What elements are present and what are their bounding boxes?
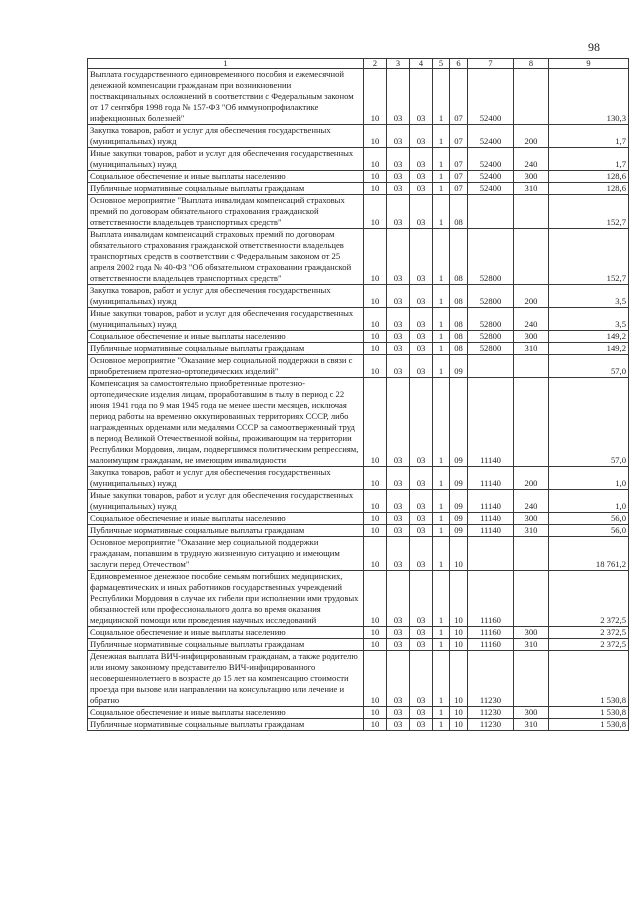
code-col-3: 03	[387, 308, 410, 331]
code-col-4: 03	[410, 308, 433, 331]
amount: 56,0	[549, 513, 629, 525]
row-name: Публичные нормативные социальные выплаты гражданам	[88, 719, 364, 731]
code-col-8: 300	[514, 331, 549, 343]
row-name: Публичные нормативные социальные выплаты гражданам	[88, 183, 364, 195]
code-col-6: 07	[450, 69, 468, 125]
code-col-4: 03	[410, 639, 433, 651]
code-col-6: 08	[450, 343, 468, 355]
code-col-8: 240	[514, 308, 549, 331]
code-col-6: 08	[450, 308, 468, 331]
code-col-6: 10	[450, 639, 468, 651]
amount: 2 372,5	[549, 571, 629, 627]
code-col-4: 03	[410, 69, 433, 125]
amount: 128,6	[549, 183, 629, 195]
code-col-8	[514, 69, 549, 125]
page-number: 98	[588, 40, 600, 54]
code-col-5: 1	[433, 707, 450, 719]
row-name: Основное мероприятие "Выплата инвалидам компенсаций страховых премий по договорам обязательного страхования гражданской ответственности владельцев транспортных средств"	[88, 195, 364, 229]
code-col-3: 03	[387, 285, 410, 308]
code-col-3: 03	[387, 467, 410, 490]
row-name: Основное мероприятие "Оказание мер социальной поддержки в связи с приобретением протезно-ортопедических изделий"	[88, 355, 364, 378]
table-row	[88, 639, 629, 651]
code-col-2: 10	[364, 148, 387, 171]
table-row	[88, 490, 629, 513]
code-col-5: 1	[433, 719, 450, 731]
code-col-3: 03	[387, 229, 410, 285]
amount: 1,7	[549, 148, 629, 171]
code-col-2: 10	[364, 707, 387, 719]
code-col-8: 240	[514, 490, 549, 513]
code-col-6: 10	[450, 651, 468, 707]
row-name: Иные закупки товаров, работ и услуг для обеспечения государственных (муниципальных) нужд	[88, 308, 364, 331]
code-col-5: 1	[433, 467, 450, 490]
code-col-8	[514, 355, 549, 378]
table-row	[88, 331, 629, 343]
column-header-9: 9	[549, 59, 629, 69]
amount: 2 372,5	[549, 639, 629, 651]
amount: 57,0	[549, 355, 629, 378]
table-row	[88, 125, 629, 148]
table-row	[88, 343, 629, 355]
code-col-2: 10	[364, 125, 387, 148]
table-row	[88, 378, 629, 467]
code-col-7: 52400	[468, 69, 514, 125]
code-col-4: 03	[410, 513, 433, 525]
code-col-8: 200	[514, 285, 549, 308]
row-name: Закупка товаров, работ и услуг для обеспечения государственных (муниципальных) нужд	[88, 467, 364, 490]
table-row	[88, 571, 629, 627]
code-col-3: 03	[387, 537, 410, 571]
code-col-7	[468, 355, 514, 378]
table-row	[88, 183, 629, 195]
code-col-8: 310	[514, 343, 549, 355]
code-col-5: 1	[433, 525, 450, 537]
row-name: Закупка товаров, работ и услуг для обеспечения государственных (муниципальных) нужд	[88, 125, 364, 148]
code-col-3: 03	[387, 195, 410, 229]
code-col-4: 03	[410, 707, 433, 719]
code-col-4: 03	[410, 467, 433, 490]
code-col-2: 10	[364, 490, 387, 513]
row-name: Социальное обеспечение и иные выплаты населению	[88, 707, 364, 719]
code-col-5: 1	[433, 651, 450, 707]
code-col-8: 240	[514, 148, 549, 171]
code-col-7: 11160	[468, 639, 514, 651]
code-col-5: 1	[433, 148, 450, 171]
column-header-5: 5	[433, 59, 450, 69]
code-col-3: 03	[387, 513, 410, 525]
code-col-7	[468, 537, 514, 571]
table-row	[88, 719, 629, 731]
code-col-3: 03	[387, 490, 410, 513]
code-col-5: 1	[433, 378, 450, 467]
code-col-2: 10	[364, 183, 387, 195]
code-col-3: 03	[387, 343, 410, 355]
row-name: Денежная выплата ВИЧ-инфицированным гражданам, а также родителю или иному законному представителю ВИЧ-инфицированного несовершеннолетнего в возрасте до 15 лет на компенсацию стоимости проезда при вызове или направлении на консультацию или лечение и обратно	[88, 651, 364, 707]
row-name: Социальное обеспечение и иные выплаты населению	[88, 171, 364, 183]
table-row	[88, 69, 629, 125]
code-col-5: 1	[433, 69, 450, 125]
code-col-8	[514, 195, 549, 229]
code-col-7: 52800	[468, 308, 514, 331]
code-col-2: 10	[364, 229, 387, 285]
amount: 3,5	[549, 308, 629, 331]
code-col-4: 03	[410, 148, 433, 171]
code-col-6: 08	[450, 285, 468, 308]
code-col-6: 09	[450, 467, 468, 490]
header-row	[88, 59, 629, 69]
amount: 56,0	[549, 525, 629, 537]
amount: 130,3	[549, 69, 629, 125]
code-col-7: 11140	[468, 490, 514, 513]
code-col-5: 1	[433, 183, 450, 195]
amount: 3,5	[549, 285, 629, 308]
code-col-4: 03	[410, 285, 433, 308]
code-col-2: 10	[364, 171, 387, 183]
code-col-8: 300	[514, 707, 549, 719]
code-col-4: 03	[410, 183, 433, 195]
code-col-2: 10	[364, 195, 387, 229]
column-header-4: 4	[410, 59, 433, 69]
amount: 149,2	[549, 343, 629, 355]
code-col-2: 10	[364, 331, 387, 343]
code-col-6: 09	[450, 490, 468, 513]
code-col-7: 52400	[468, 148, 514, 171]
code-col-7: 11160	[468, 571, 514, 627]
code-col-7: 11140	[468, 467, 514, 490]
code-col-6: 09	[450, 355, 468, 378]
code-col-5: 1	[433, 229, 450, 285]
code-col-5: 1	[433, 343, 450, 355]
code-col-4: 03	[410, 125, 433, 148]
code-col-4: 03	[410, 378, 433, 467]
code-col-3: 03	[387, 148, 410, 171]
code-col-5: 1	[433, 571, 450, 627]
code-col-8: 310	[514, 639, 549, 651]
code-col-2: 10	[364, 571, 387, 627]
code-col-4: 03	[410, 171, 433, 183]
code-col-8: 310	[514, 525, 549, 537]
row-name: Социальное обеспечение и иные выплаты населению	[88, 513, 364, 525]
code-col-7: 52800	[468, 343, 514, 355]
code-col-5: 1	[433, 355, 450, 378]
table-row	[88, 285, 629, 308]
code-col-3: 03	[387, 125, 410, 148]
code-col-8: 300	[514, 513, 549, 525]
code-col-6: 08	[450, 331, 468, 343]
code-col-8: 310	[514, 183, 549, 195]
code-col-3: 03	[387, 571, 410, 627]
code-col-6: 10	[450, 571, 468, 627]
code-col-2: 10	[364, 69, 387, 125]
table-row	[88, 355, 629, 378]
amount: 57,0	[549, 378, 629, 467]
code-col-7	[468, 195, 514, 229]
row-name: Основное мероприятие "Оказание мер социальной поддержки гражданам, попавшим в трудную жизненную ситуацию и имеющим заслуги перед Отечеством"	[88, 537, 364, 571]
budget-table	[87, 58, 629, 731]
table-row	[88, 195, 629, 229]
code-col-5: 1	[433, 195, 450, 229]
code-col-2: 10	[364, 467, 387, 490]
code-col-7: 52800	[468, 229, 514, 285]
code-col-7: 52800	[468, 285, 514, 308]
row-name: Публичные нормативные социальные выплаты гражданам	[88, 525, 364, 537]
code-col-8	[514, 571, 549, 627]
code-col-2: 10	[364, 651, 387, 707]
table-row	[88, 171, 629, 183]
code-col-8: 200	[514, 125, 549, 148]
code-col-6: 09	[450, 525, 468, 537]
code-col-5: 1	[433, 513, 450, 525]
amount: 149,2	[549, 331, 629, 343]
table-row	[88, 707, 629, 719]
code-col-6: 10	[450, 707, 468, 719]
table-row	[88, 148, 629, 171]
code-col-8: 200	[514, 467, 549, 490]
code-col-5: 1	[433, 537, 450, 571]
code-col-3: 03	[387, 719, 410, 731]
code-col-5: 1	[433, 285, 450, 308]
amount: 128,6	[549, 171, 629, 183]
code-col-3: 03	[387, 707, 410, 719]
row-name: Социальное обеспечение и иные выплаты населению	[88, 627, 364, 639]
code-col-4: 03	[410, 490, 433, 513]
amount: 1 530,8	[549, 651, 629, 707]
amount: 1 530,8	[549, 719, 629, 731]
code-col-2: 10	[364, 639, 387, 651]
amount: 1,0	[549, 490, 629, 513]
code-col-4: 03	[410, 229, 433, 285]
code-col-3: 03	[387, 525, 410, 537]
row-name: Единовременное денежное пособие семьям погибших медицинских, фармацевтических и иных работников государственных учреждений Республики Мордовия в случае их гибели при исполнении ими трудовых обязанностей или профессионального долга во время оказания медицинской помощи или проведения научных исследований	[88, 571, 364, 627]
code-col-4: 03	[410, 195, 433, 229]
code-col-6: 07	[450, 171, 468, 183]
code-col-4: 03	[410, 571, 433, 627]
code-col-8: 300	[514, 627, 549, 639]
code-col-3: 03	[387, 639, 410, 651]
amount: 2 372,5	[549, 627, 629, 639]
table-row	[88, 537, 629, 571]
code-col-3: 03	[387, 331, 410, 343]
code-col-4: 03	[410, 651, 433, 707]
row-name: Иные закупки товаров, работ и услуг для обеспечения государственных (муниципальных) нужд	[88, 490, 364, 513]
code-col-6: 07	[450, 148, 468, 171]
column-header-7: 7	[468, 59, 514, 69]
code-col-3: 03	[387, 69, 410, 125]
row-name: Социальное обеспечение и иные выплаты населению	[88, 331, 364, 343]
code-col-8	[514, 651, 549, 707]
code-col-8: 310	[514, 719, 549, 731]
column-header-6: 6	[450, 59, 468, 69]
code-col-2: 10	[364, 627, 387, 639]
code-col-3: 03	[387, 378, 410, 467]
code-col-4: 03	[410, 719, 433, 731]
code-col-3: 03	[387, 355, 410, 378]
row-name: Выплата государственного единовременного пособия и ежемесячной денежной компенсации гражданам при возникновении поствакцинальных осложнений в соответствии с Федеральным законом от 17 сентября 1998 года № 157-ФЗ "Об иммунопрофилактике инфекционных болезней"	[88, 69, 364, 125]
code-col-4: 03	[410, 331, 433, 343]
code-col-6: 07	[450, 125, 468, 148]
code-col-2: 10	[364, 537, 387, 571]
amount: 1,7	[549, 125, 629, 148]
code-col-4: 03	[410, 627, 433, 639]
code-col-2: 10	[364, 525, 387, 537]
code-col-2: 10	[364, 719, 387, 731]
code-col-5: 1	[433, 125, 450, 148]
code-col-7: 11140	[468, 525, 514, 537]
code-col-3: 03	[387, 627, 410, 639]
code-col-6: 10	[450, 537, 468, 571]
code-col-4: 03	[410, 537, 433, 571]
code-col-8	[514, 537, 549, 571]
column-header-3: 3	[387, 59, 410, 69]
code-col-8: 300	[514, 171, 549, 183]
code-col-7: 11230	[468, 651, 514, 707]
amount: 152,7	[549, 195, 629, 229]
row-name: Выплата инвалидам компенсаций страховых премий по договорам обязательного страхования гражданской ответственности владельцев транспортных средств в соответствии с Федеральным законом от 25 апреля 2002 года № 40-ФЗ "Об обязательном страховании гражданской ответственности владельцев транспортных средств"	[88, 229, 364, 285]
table-row	[88, 467, 629, 490]
code-col-6: 09	[450, 378, 468, 467]
code-col-5: 1	[433, 331, 450, 343]
amount: 152,7	[549, 229, 629, 285]
code-col-3: 03	[387, 171, 410, 183]
code-col-5: 1	[433, 639, 450, 651]
code-col-7: 52800	[468, 331, 514, 343]
amount: 18 761,2	[549, 537, 629, 571]
code-col-4: 03	[410, 343, 433, 355]
code-col-7: 11160	[468, 627, 514, 639]
code-col-3: 03	[387, 651, 410, 707]
code-col-6: 10	[450, 719, 468, 731]
code-col-6: 08	[450, 195, 468, 229]
table-row	[88, 627, 629, 639]
code-col-2: 10	[364, 308, 387, 331]
code-col-7: 52400	[468, 183, 514, 195]
code-col-7: 11230	[468, 719, 514, 731]
code-col-6: 10	[450, 627, 468, 639]
code-col-7: 11140	[468, 378, 514, 467]
table-row	[88, 525, 629, 537]
code-col-8	[514, 229, 549, 285]
code-col-8	[514, 378, 549, 467]
code-col-5: 1	[433, 171, 450, 183]
table-row	[88, 513, 629, 525]
table-row	[88, 229, 629, 285]
code-col-6: 07	[450, 183, 468, 195]
row-name: Иные закупки товаров, работ и услуг для обеспечения государственных (муниципальных) нужд	[88, 148, 364, 171]
code-col-5: 1	[433, 490, 450, 513]
row-name: Компенсация за самостоятельно приобретенные протезно-ортопедические изделия лицам, проработавшим в тылу в период с 22 июня 1941 года по 9 мая 1945 года не менее шести месяцев, исключая период работы на временно оккупированных территориях СССР, либо награжденных орденами или медалями СССР за самоотверженный труд в период Великой Отечественной войны, проживающим на территории Республики Мордовия, лицам, подвергшимся политическим репрессиям, малоимущим гражданам, не имеющим инвалидности	[88, 378, 364, 467]
code-col-2: 10	[364, 355, 387, 378]
code-col-7: 11230	[468, 707, 514, 719]
table-row	[88, 308, 629, 331]
amount: 1,0	[549, 467, 629, 490]
code-col-7: 52400	[468, 125, 514, 148]
table-row	[88, 651, 629, 707]
column-header-1: 1	[88, 59, 364, 69]
code-col-2: 10	[364, 513, 387, 525]
column-header-8: 8	[514, 59, 549, 69]
code-col-2: 10	[364, 378, 387, 467]
code-col-5: 1	[433, 308, 450, 331]
row-name: Публичные нормативные социальные выплаты гражданам	[88, 639, 364, 651]
code-col-5: 1	[433, 627, 450, 639]
code-col-2: 10	[364, 343, 387, 355]
column-header-2: 2	[364, 59, 387, 69]
row-name: Закупка товаров, работ и услуг для обеспечения государственных (муниципальных) нужд	[88, 285, 364, 308]
code-col-2: 10	[364, 285, 387, 308]
code-col-4: 03	[410, 525, 433, 537]
row-name: Публичные нормативные социальные выплаты гражданам	[88, 343, 364, 355]
code-col-3: 03	[387, 183, 410, 195]
code-col-6: 09	[450, 513, 468, 525]
code-col-6: 08	[450, 229, 468, 285]
code-col-4: 03	[410, 355, 433, 378]
amount: 1 530,8	[549, 707, 629, 719]
code-col-7: 11140	[468, 513, 514, 525]
code-col-7: 52400	[468, 171, 514, 183]
